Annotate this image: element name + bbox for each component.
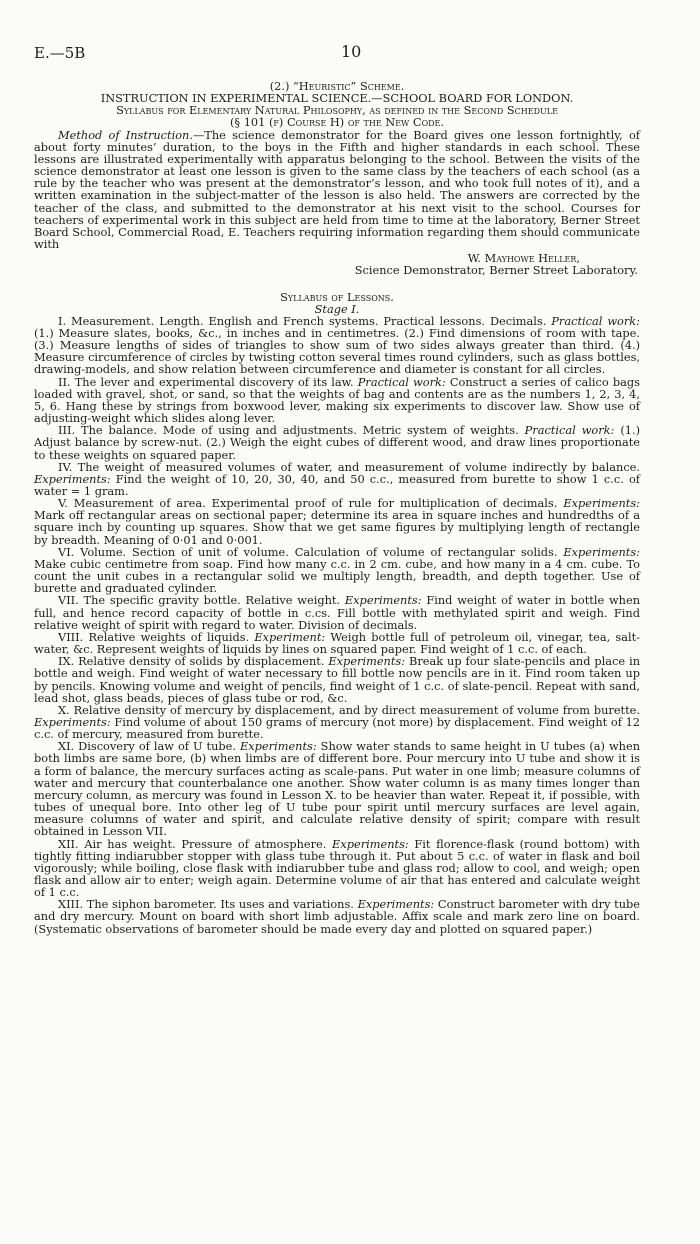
lesson-label: Practical work: bbox=[357, 374, 446, 389]
header-reference: E.—5B bbox=[34, 44, 86, 62]
lesson-lead: IX. Relative density of solids by displacement. bbox=[58, 654, 329, 669]
lesson-label: Practical work: bbox=[524, 423, 615, 438]
lesson-paragraph bbox=[34, 315, 640, 376]
page-number: 10 bbox=[341, 42, 362, 61]
signature-role: Science Demonstrator, Berner Street Laboratory. bbox=[354, 263, 638, 278]
lesson-text: (1.) Adjust balance by screw-nut. (2.) Weigh the eight cubes of different wood, and draw lines proportionate to these weights on squared paper. bbox=[34, 423, 641, 462]
lesson-paragraph bbox=[34, 631, 640, 655]
lesson-label: Experiments: bbox=[563, 544, 640, 559]
lesson-lead: IV. The weight of measured volumes of water, and measurement of volume indirectly by balance. bbox=[58, 459, 640, 474]
method-paragraph bbox=[34, 129, 640, 251]
lesson-paragraph bbox=[34, 461, 640, 497]
stage-heading: Stage I. bbox=[314, 301, 360, 316]
lessons-list bbox=[34, 315, 640, 935]
lesson-text: Find volume of about 150 grams of mercury (not more) by displacement. Find weight of 12 c.c. of mercury, measured from burette. bbox=[34, 714, 640, 742]
lesson-text: Fit florence-flask (round bottom) with tightly fitting indiarubber stopper with glass tube through it. Put about 5 c.c. of water in flask and boil vigorously; while boiling, close flask with indiarubber tube and glass rod; allow to cool, and weigh; open flask and allow air to enter; weigh again. Determine volume of air that has entered and calculate weight of 1 c.c. bbox=[34, 836, 640, 900]
lesson-label: Practical work: bbox=[551, 313, 640, 328]
lesson-text: (1.) Measure slates, books, &c., in inches and in centimetres. (2.) Find dimensions of room with tape. (3.) Measure lengths of sides of triangles to show sum of two sides always greater than third. (4.) Measure circumference of circles by twisting cotton several times round cylinders, such as glass bottles, drawing-models, and show relation between circumference and diameter is constant for all circles. bbox=[34, 325, 640, 377]
scheme-title: (2.) “Heuristic” Scheme. bbox=[269, 79, 405, 93]
lesson-lead: XII. Air has weight. Pressure of atmosphere. bbox=[58, 836, 333, 851]
lesson-label: Experiments: bbox=[332, 836, 409, 851]
lesson-label: Experiments: bbox=[34, 471, 111, 486]
lesson-paragraph bbox=[34, 704, 640, 740]
lesson-paragraph bbox=[34, 594, 640, 630]
lesson-paragraph bbox=[34, 497, 640, 546]
lesson-paragraph bbox=[34, 546, 640, 595]
method-text: —The science demonstrator for the Board gives one lesson fortnightly, of about forty minutes’ duration, to the boys in the Fifth and higher standards in each school. These lessons are illustrated experimentally with apparatus belonging to the school. Between the visits of the science demonstrator at least one lesson is given to the same class by the teachers of each school (as a rule by the teacher who was present at the demonstrator’s lesson, and who took full notes of it), and a written examination in the subject-matter of the lesson is also held. The answers are corrected by the teacher of the class, and submitted to the demonstrator at his next visit to the school. Courses for teachers of experimental work in this subject are held from time to time at the laboratory, Berner Street Board School, Commercial Road, E. Teachers requiring information regarding them should communicate with bbox=[34, 127, 640, 252]
lesson-label: Experiments: bbox=[34, 714, 111, 729]
signature-name: W. Mayhowe Heller, bbox=[467, 251, 580, 266]
lesson-lead: II. The lever and experimental discovery of its law. bbox=[58, 374, 358, 389]
lesson-paragraph bbox=[34, 376, 640, 425]
lesson-label: Experiments: bbox=[563, 496, 640, 511]
lesson-paragraph bbox=[34, 838, 640, 899]
lesson-label: Experiments: bbox=[357, 897, 435, 912]
page-content bbox=[34, 80, 640, 935]
lesson-text: Break up four slate-pencils and place in bottle and weigh. Find weight of water necessary to fill bottle now pencils are in it. Find room taken up by pencils. Knowing volume and weight of pencils, find weight of 1 c.c. of slate-pencil. Repeat with sand, lead shot, glass beads, pieces of glass tube or rod, &c. bbox=[34, 654, 640, 705]
lesson-lead: V. Measurement of area. Experimental proof of rule for multiplication of decimals. bbox=[58, 496, 564, 511]
lesson-lead: VIII. Relative weights of liquids. bbox=[58, 629, 255, 644]
lesson-text: Find weight of water in bottle when full, and hence record capacity of bottle in c.cs. Fill bottle with methylated spirit and weigh. Find relative weight of spirit with regard to water. Division of decimals. bbox=[34, 593, 640, 632]
lesson-label: Experiment: bbox=[254, 629, 326, 644]
lesson-lead: VI. Volume. Section of unit of volume. Calculation of volume of rectangular solids. bbox=[58, 544, 564, 559]
lesson-lead: XIII. The siphon barometer. Its uses and variations. bbox=[58, 897, 358, 912]
lesson-text: Construct a series of calico bags loaded with gravel, shot, or sand, so that the weights of bag and contents are as the numbers 1, 2, 3, 4, 5, 6. Hang these by strings from boxwood lever, making six experiments to discover law. Show use of adjusting-weight which slides along lever. bbox=[34, 374, 640, 426]
lesson-lead: VII. The specific gravity bottle. Relative weight. bbox=[58, 593, 345, 608]
lesson-text: Show water stands to same height in U tubes (a) when both limbs are same bore, (b) when limbs are of different bore. Pour mercury into U tube and show it is a form of balance, the mercury surfaces acting as scale-pans. Put water in one limb; measure columns of water and mercury that counterbalance one another. Show water column is as many times longer than mercury column, as mercury was found in Lesson X. to be heavier than water. Repeat it, if possible, with tubes of unequal bore. Into other leg of U tube pour spirit until mercury surfaces are level again, measure columns of water and spirit, and calculate relative density of spirit; compare with result obtained in Lesson VII. bbox=[34, 739, 641, 839]
syllabus-title-line2: (§ 101 (f) Course H) of the New Code. bbox=[230, 115, 444, 130]
instruction-heading: INSTRUCTION IN EXPERIMENTAL SCIENCE.—SCHOOL BOARD FOR LONDON. bbox=[100, 91, 574, 106]
method-label: Method of Instruction. bbox=[58, 127, 193, 142]
lesson-text: Make cubic centimetre from soap. Find how many c.c. in 2 cm. cube, and how many in a 4 cm. cube. To count the unit cubes in a rectangular solid we multiply length, breadth, and depth together. Use of burette and graduated cylinder. bbox=[34, 556, 640, 596]
lesson-text: Mark off rectangular areas on sectional paper; determine its area in square inches and hundredths of a square inch by counting up squares. Show that we get same figures by multiplying length of rectangle by breadth. Meaning of 0·01 and 0·001. bbox=[34, 508, 640, 547]
lesson-text: Find the weight of 10, 20, 30, 40, and 50 c.c., measured from burette to show 1 c.c. of water = 1 gram. bbox=[34, 471, 640, 498]
syllabus-title-line1: Syllabus for Elementary Natural Philosophy, as defined in the Second Schedule bbox=[116, 103, 558, 118]
lesson-label: Experiments: bbox=[344, 593, 422, 608]
lesson-text: Construct barometer with dry tube and dry mercury. Mount on board with short limb adjustable. Affix scale and mark zero line on board. (Systematic observations of barometer should be made every day and plotted on squared paper.) bbox=[34, 897, 640, 936]
lesson-paragraph bbox=[34, 740, 640, 837]
lesson-lead: I. Measurement. Length. English and French systems. Practical lessons. Decimals. bbox=[58, 313, 552, 328]
syllabus-heading: Syllabus of Lessons. bbox=[280, 289, 394, 304]
lesson-text: Weigh bottle full of petroleum oil, vinegar, tea, salt-water, &c. Represent weights of liquids by lines on squared paper. Find weight of 1 c.c. of each. bbox=[34, 629, 640, 657]
lesson-label: Experiments: bbox=[328, 654, 406, 669]
lesson-paragraph bbox=[34, 898, 640, 934]
lesson-lead: III. The balance. Mode of using and adjustments. Metric system of weights. bbox=[58, 423, 525, 438]
lesson-label: Experiments: bbox=[240, 739, 317, 754]
lesson-lead: XI. Discovery of law of U tube. bbox=[58, 739, 240, 754]
lesson-paragraph bbox=[34, 424, 640, 460]
lesson-lead: X. Relative density of mercury by displacement, and by direct measurement of volume from burette. bbox=[58, 702, 640, 717]
lesson-paragraph bbox=[34, 655, 640, 704]
